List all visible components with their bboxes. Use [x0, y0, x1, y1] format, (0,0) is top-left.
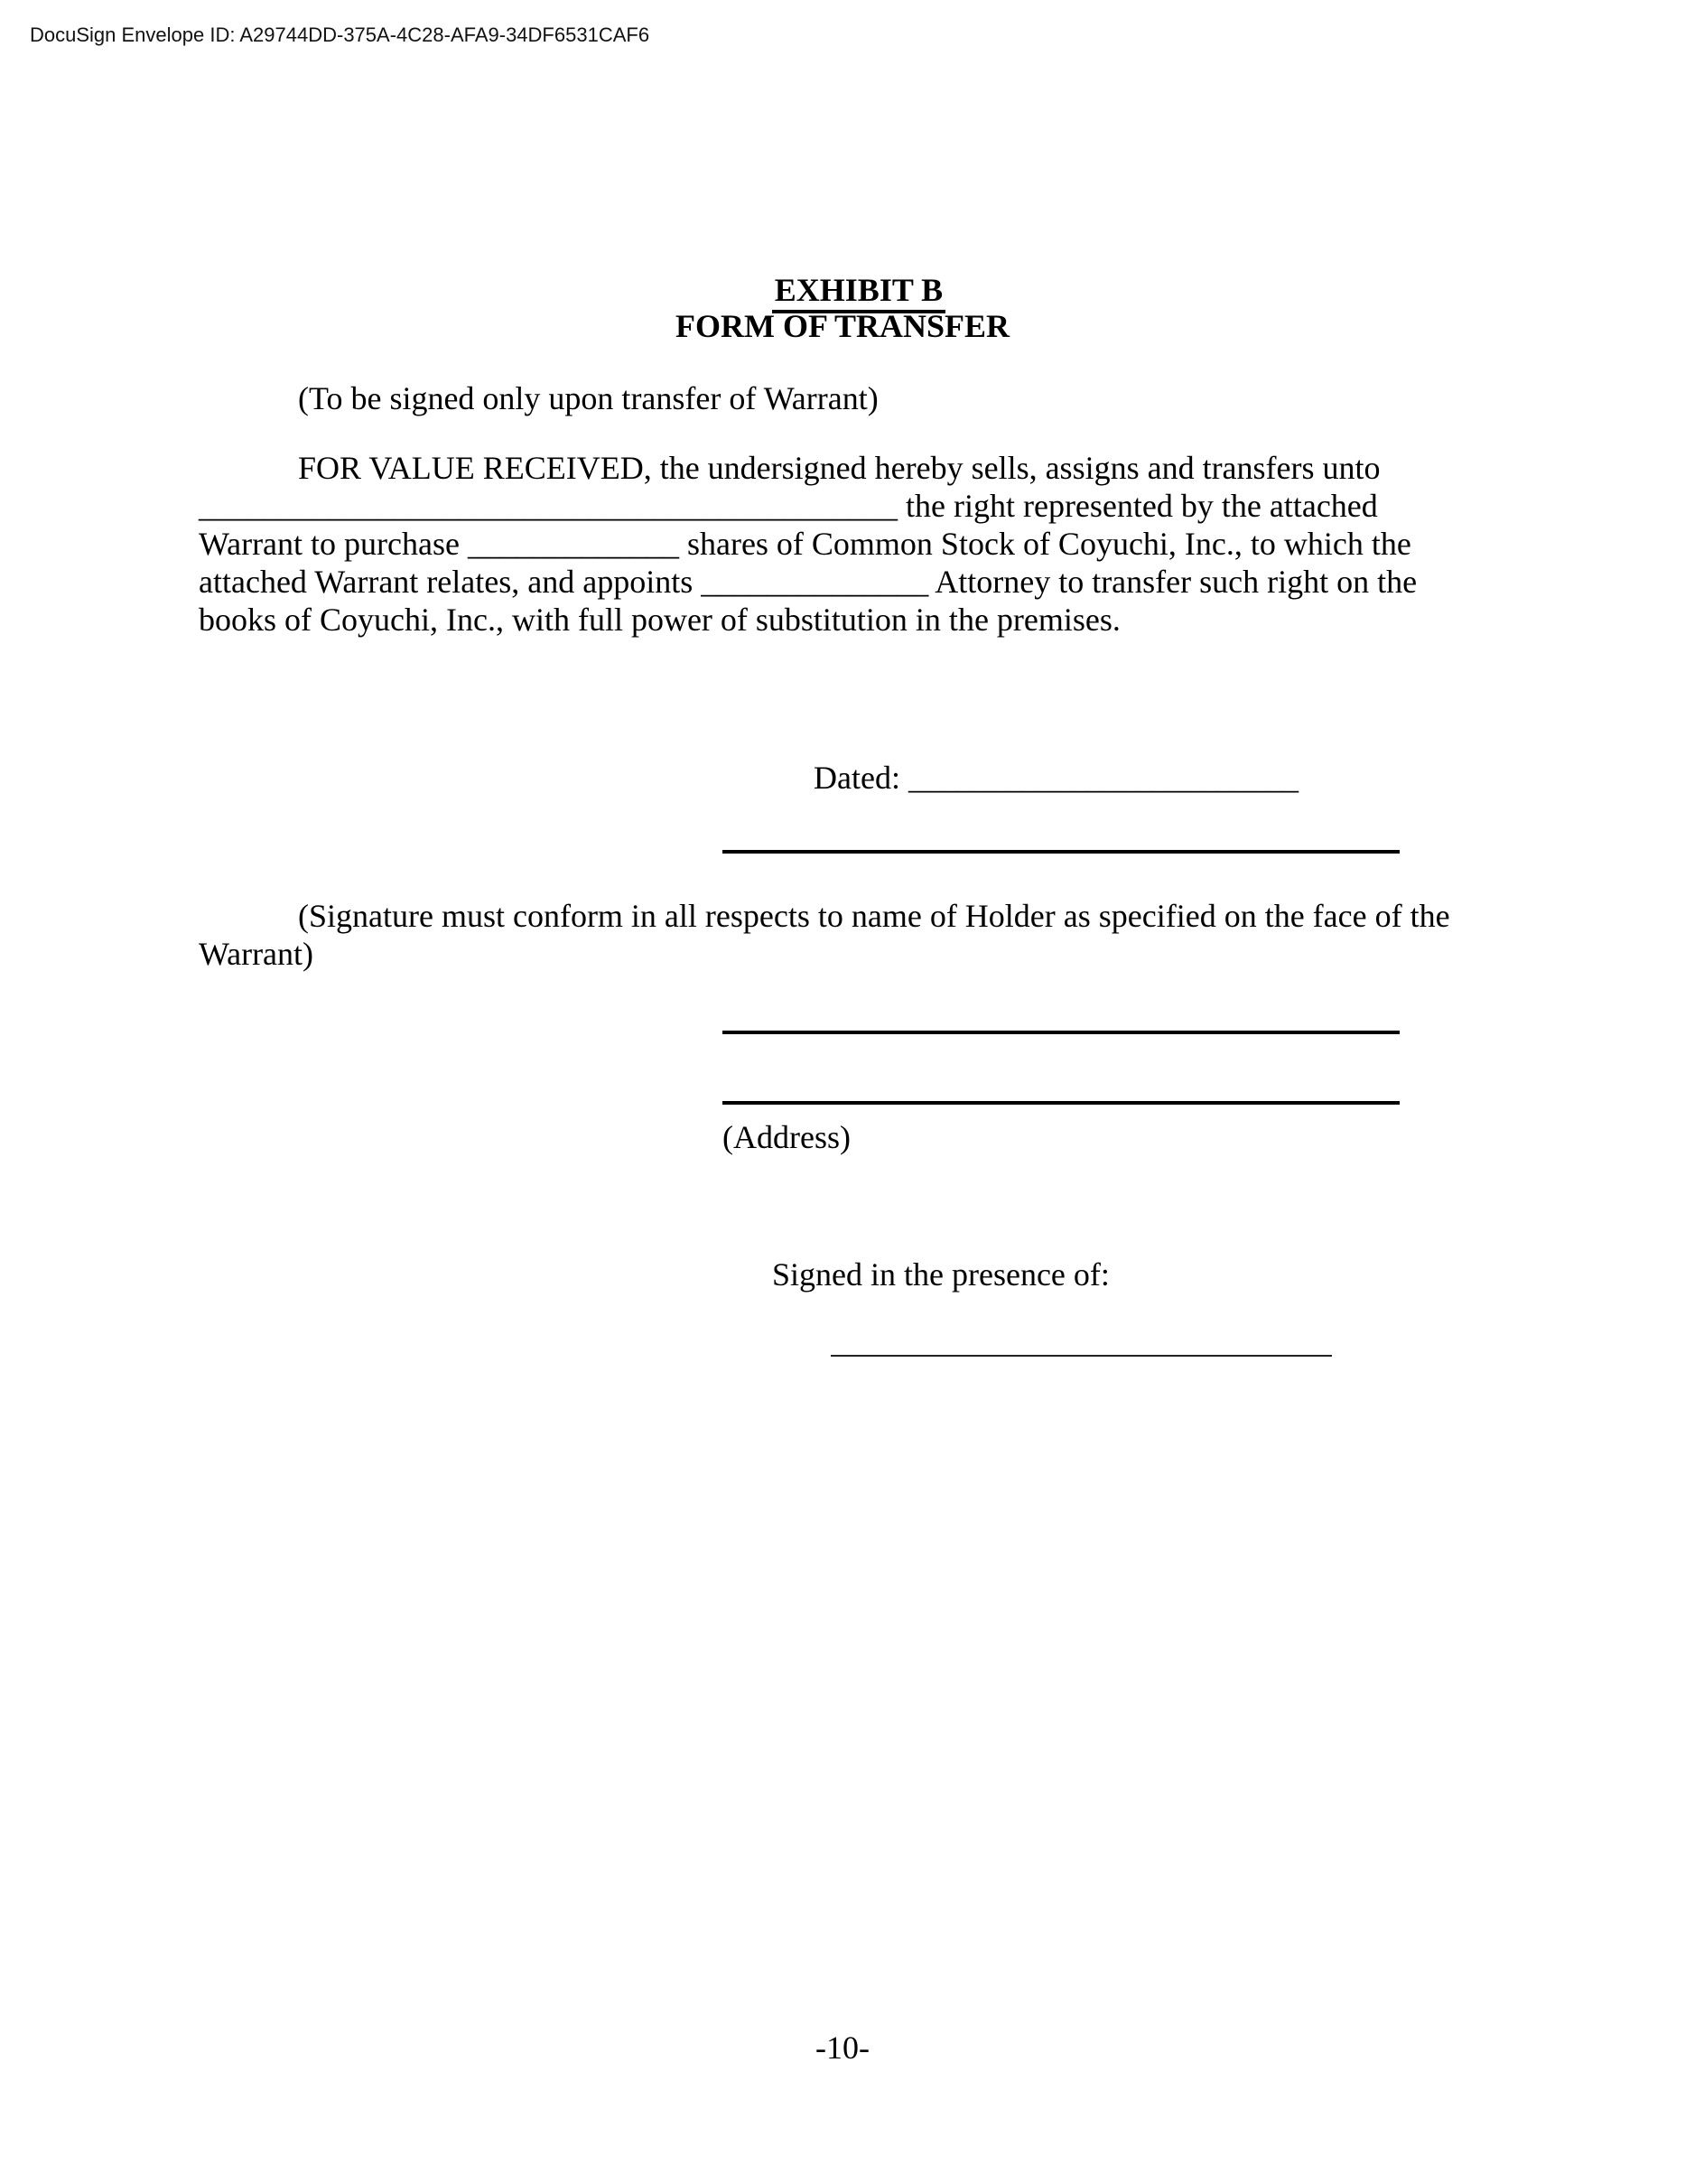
exhibit-title: EXHIBIT B	[772, 271, 945, 313]
signature-rule	[722, 850, 1400, 854]
dated-row	[781, 720, 1299, 836]
dated-blank-line: ________________________	[908, 760, 1299, 796]
page-number: -10-	[815, 2030, 870, 2066]
dated-label: Dated:	[814, 760, 900, 796]
witness-label: Signed in the presence of:	[772, 1256, 1110, 1293]
signature-note-line1: (Signature must conform in all respects to name of Holder as specified on the face of the	[298, 898, 1450, 934]
signing-instruction: (To be signed only upon transfer of Warrant)	[298, 380, 879, 416]
body-line: books of Coyuchi, Inc., with full power of substitution in the premises.	[199, 602, 1121, 638]
address-rule	[722, 1101, 1400, 1105]
name-rule	[722, 1031, 1400, 1034]
address-label: (Address)	[722, 1119, 851, 1155]
form-of-transfer-title: FORM OF TRANSFER	[675, 308, 1010, 344]
witness-signature-rule	[831, 1355, 1332, 1357]
body-line: FOR VALUE RECEIVED, the undersigned hereby sells, assigns and transfers unto	[298, 450, 1381, 486]
body-line: ___________________________________________ the right represented by the attached	[199, 488, 1378, 524]
docusign-envelope-id: DocuSign Envelope ID: A29744DD-375A-4C28-AFA9-34DF6531CAF6	[30, 23, 650, 46]
signature-note-line2: Warrant)	[199, 936, 314, 972]
body-line: attached Warrant relates, and appoints ______________ Attorney to transfer such right on the	[199, 564, 1418, 600]
body-line: Warrant to purchase _____________ shares of Common Stock of Coyuchi, Inc., to which the	[199, 526, 1411, 562]
